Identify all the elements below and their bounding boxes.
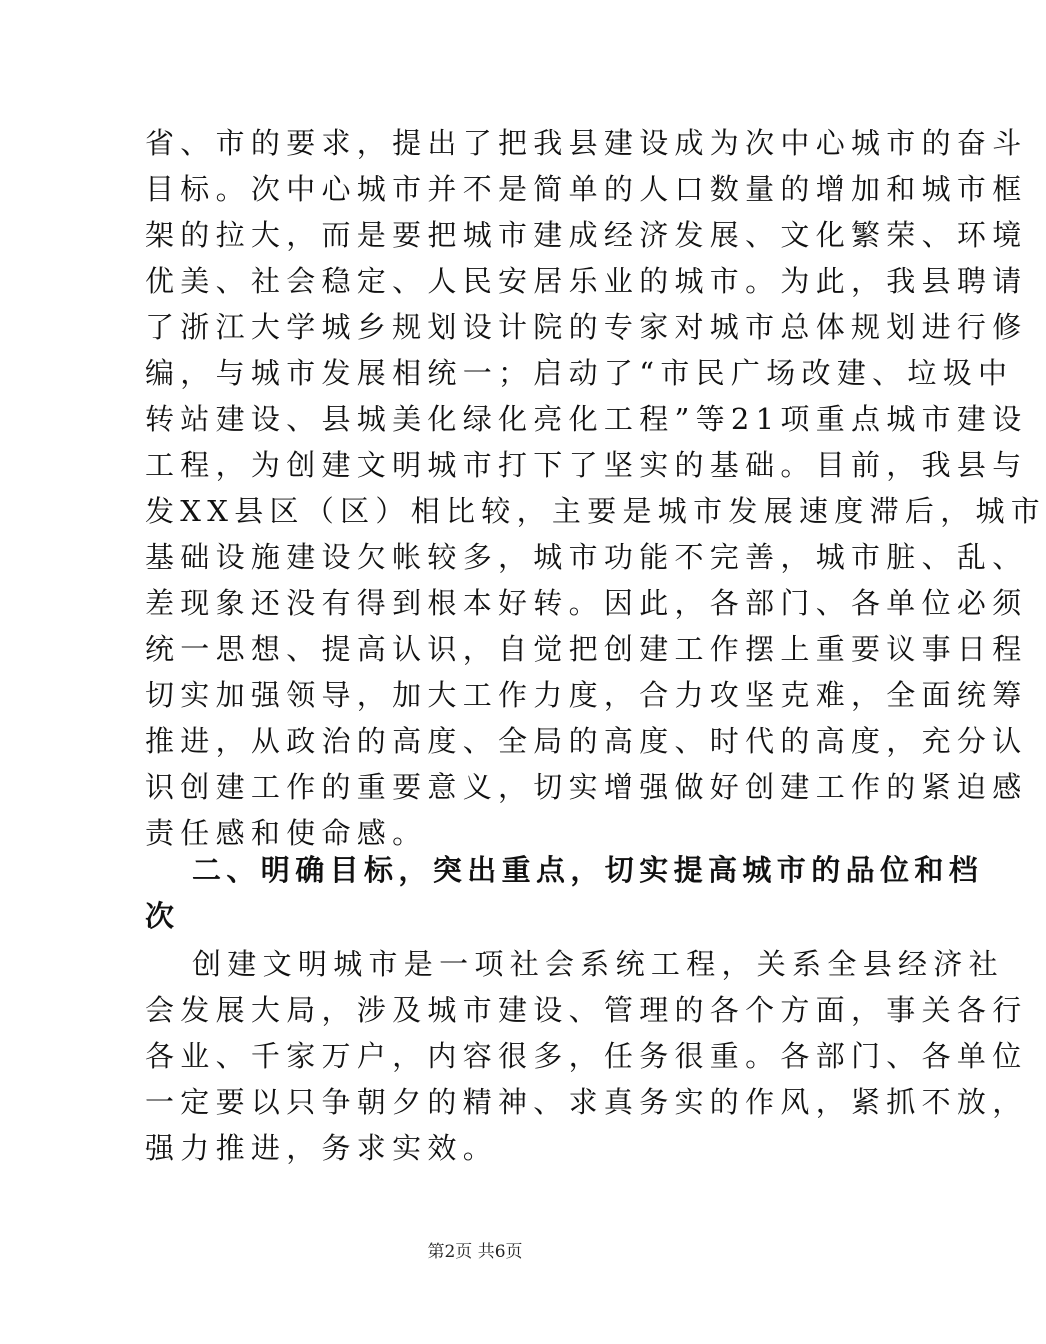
section-paragraph-line: 会发展大局，涉及城市建设、管理的各个方面，事关各行 [145, 993, 1028, 1027]
body-line: 了浙江大学城乡规划设计院的专家对城市总体规划进行修 [145, 310, 1028, 344]
section-paragraph-line: 创建文明城市是一项社会系统工程，关系全县经济社 [192, 947, 1004, 981]
body-line: 切实加强领导，加大工作力度，合力攻坚克难，全面统筹 [145, 678, 1028, 712]
body-line: 工程，为创建文明城市打下了坚实的基础。目前，我县与 [145, 448, 1028, 482]
section-heading: 二、明确目标，突出重点，切实提高城市的品位和档 [192, 853, 984, 887]
section-paragraph-line: 各业、千家万户，内容很多，任务很重。各部门、各单位 [145, 1039, 1028, 1073]
body-line: 架的拉大，而是要把城市建成经济发展、文化繁荣、环境 [145, 218, 1028, 252]
body-line: 优美、社会稳定、人民安居乐业的城市。为此，我县聘请 [145, 264, 1028, 298]
body-line: 差现象还没有得到根本好转。因此，各部门、各单位必须 [145, 586, 1028, 620]
body-line: 编，与城市发展相统一；启动了“市民广场改建、垃圾中 [145, 356, 1014, 390]
section-paragraph-line: 一定要以只争朝夕的精神、求真务实的作风，紧抓不放， [145, 1085, 1028, 1119]
page-footer: 第2页 共6页 [427, 1242, 523, 1262]
body-line: 目标。次中心城市并不是简单的人口数量的增加和城市框 [145, 172, 1028, 206]
body-line: 推进，从政治的高度、全局的高度、时代的高度，充分认 [145, 724, 1028, 758]
body-line: 基础设施建设欠帐较多，城市功能不完善，城市脏、乱、 [145, 540, 1028, 574]
section-paragraph-line: 强力推进，务求实效。 [145, 1131, 499, 1165]
body-line: 统一思想、提高认识，自觉把创建工作摆上重要议事日程 [145, 632, 1028, 666]
body-line: 发XX县区（区）相比较，主要是城市发展速度滞后，城市 [145, 494, 1046, 528]
body-line: 责任感和使命感。 [145, 816, 428, 850]
body-line: 转站建设、县城美化绿化亮化工程”等21项重点城市建设 [145, 402, 1028, 436]
body-line: 识创建工作的重要意义，切实增强做好创建工作的紧迫感 [145, 770, 1028, 804]
body-line: 省、市的要求，提出了把我县建设成为次中心城市的奋斗 [145, 126, 1028, 160]
section-heading-continuation: 次 [145, 899, 180, 933]
